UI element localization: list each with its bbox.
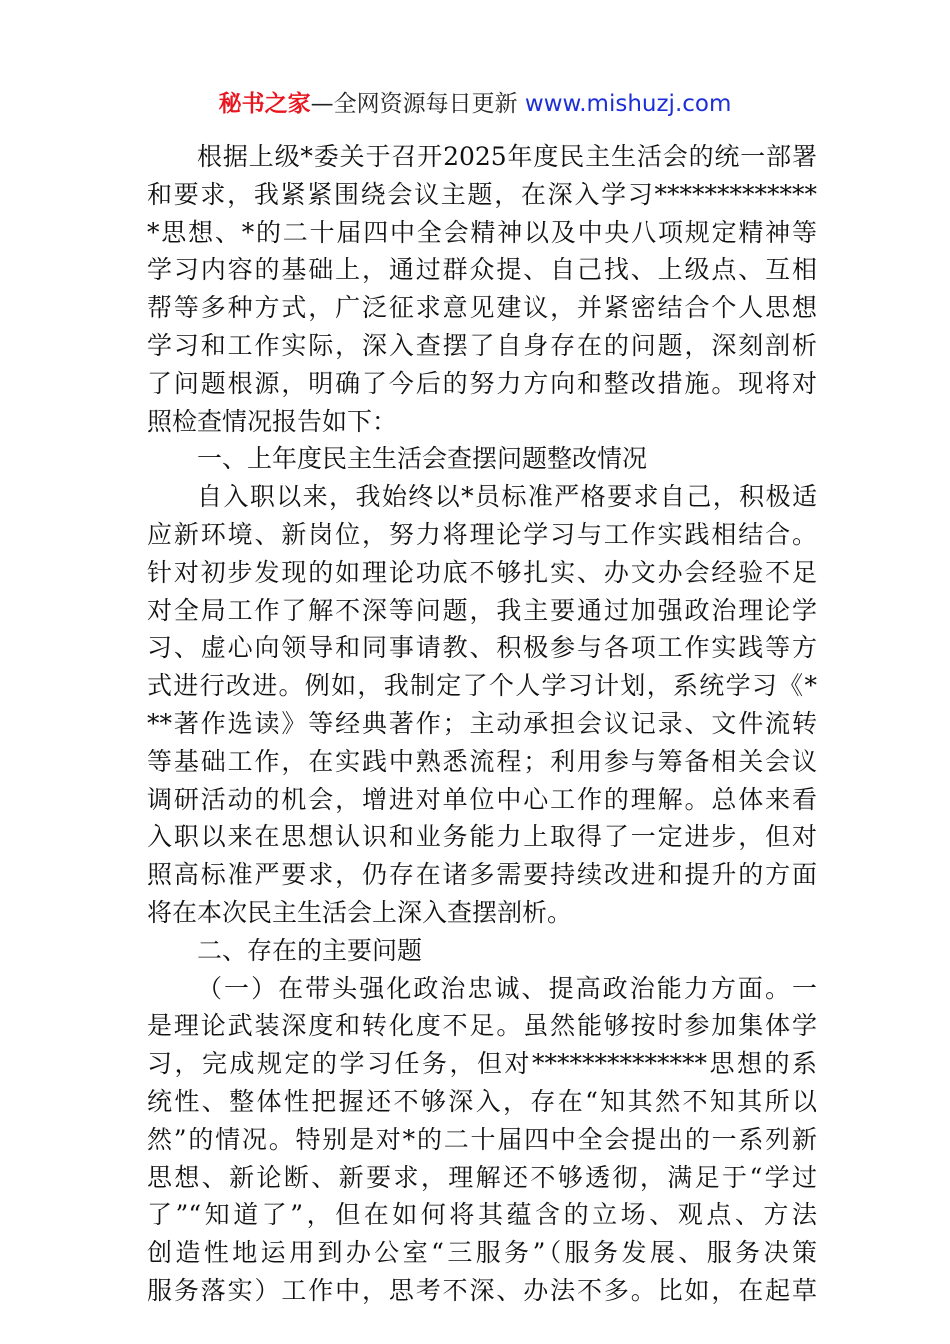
- text-line: 然”的情况。特别是对*的二十届四中全会提出的一系列新: [147, 1124, 817, 1154]
- text-line: 是理论武装深度和转化度不足。虽然能够按时参加集体学: [147, 1011, 817, 1041]
- site-url-link[interactable]: www.mishuzj.com: [524, 91, 732, 117]
- text-line: 习，完成规定的学习任务，但对**************思想的系: [147, 1049, 817, 1079]
- text-line: 照高标准严要求，仍存在诸多需要持续改进和提升的方面: [147, 860, 817, 890]
- text-line: 思想、新论断、新要求，理解还不够透彻，满足于“学过: [147, 1162, 817, 1192]
- text-line: 将在本次民主生活会上深入查摆剖析。: [147, 897, 573, 927]
- text-line: 式进行改进。例如，我制定了个人学习计划，系统学习《*: [147, 671, 817, 701]
- text-line: 自入职以来，我始终以*员标准严格要求自己，积极适: [197, 482, 817, 512]
- text-line: 了”“知道了”，但在如何将其蕴含的立场、观点、方法: [147, 1200, 817, 1230]
- text-line: 一、上年度民主生活会查摆问题整改情况: [197, 444, 648, 474]
- text-line: 照检查情况报告如下：: [147, 406, 398, 436]
- text-line: 调研活动的机会，增进对单位中心工作的理解。总体来看: [147, 784, 817, 814]
- text-line: 学习和工作实际，深入查摆了自身存在的问题，深刻剖析: [147, 330, 817, 360]
- text-line: 帮等多种方式，广泛征求意见建议，并紧密结合个人思想: [147, 293, 817, 323]
- text-line: **著作选读》等经典著作；主动承担会议记录、文件流转: [147, 708, 817, 738]
- text-line: 入职以来在思想认识和业务能力上取得了一定进步，但对: [147, 822, 817, 852]
- text-line: （一）在带头强化政治忠诚、提高政治能力方面。一: [197, 973, 817, 1003]
- text-line: 和要求，我紧紧围绕会议主题，在深入学习*************: [147, 179, 817, 209]
- text-line: 等基础工作，在实践中熟悉流程；利用参与筹备相关会议: [147, 746, 817, 776]
- text-line: 习、虚心向领导和同事请教、积极参与各项工作实践等方: [147, 633, 817, 663]
- site-header: [0, 86, 950, 122]
- text-line: 根据上级*委关于召开2025年度民主生活会的统一部署: [197, 142, 817, 171]
- text-line: 应新环境、新岗位，努力将理论学习与工作实践相结合。: [147, 519, 817, 549]
- text-line: 创造性地运用到办公室“三服务”（服务发展、服务决策: [147, 1238, 817, 1268]
- text-line: 了问题根源，明确了今后的努力方向和整改措施。现将对: [147, 368, 817, 398]
- site-brand: 秘书之家: [218, 91, 311, 117]
- text-line: 学习内容的基础上，通过群众提、自己找、上级点、互相: [147, 255, 817, 285]
- text-line: *思想、*的二十届四中全会精神以及中央八项规定精神等: [147, 217, 817, 247]
- report-body: [147, 138, 817, 1310]
- text-line: 针对初步发现的如理论功底不够扎实、办文办会经验不足: [147, 557, 817, 587]
- site-tagline: —全网资源每日更新: [310, 91, 525, 117]
- text-line: 服务落实）工作中，思考不深、办法不多。比如，在起草: [147, 1275, 817, 1305]
- text-line: 二、存在的主要问题: [197, 935, 423, 965]
- text-line: 对全局工作了解不深等问题，我主要通过加强政治理论学: [147, 595, 817, 625]
- text-line: 统性、整体性把握还不够深入，存在“知其然不知其所以: [147, 1086, 817, 1116]
